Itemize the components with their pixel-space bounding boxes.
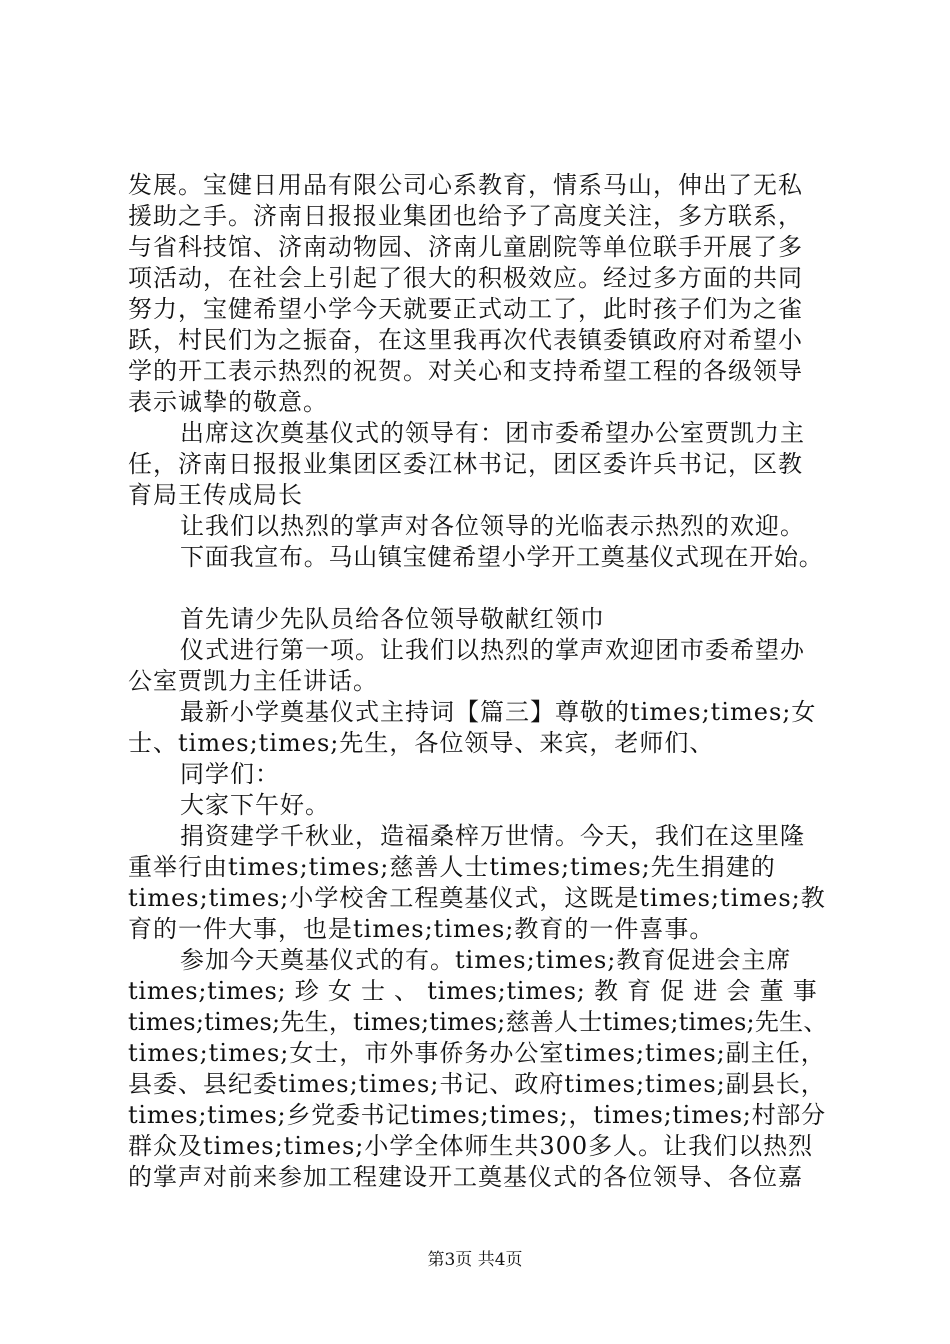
text-line: 与省科技馆、济南动物园、济南儿童剧院等单位联手开展了多 [128, 233, 803, 261]
text-line: 出席这次奠基仪式的领导有：团市委希望办公室贾凯力主 [180, 419, 805, 447]
text-line: times;times;女士，市外事侨务办公室times;times;副主任， [128, 1039, 826, 1067]
text-line: 大家下午好。 [180, 791, 330, 819]
text-line: times;times; 珍 女 士 、 times;times; 教 育 促 进 会 董 事 [128, 977, 818, 1005]
text-line: 参加今天奠基仪式的有。times;times;教育促进会主席 [180, 946, 792, 974]
text-line: 下面我宣布。马山镇宝健希望小学开工奠基仪式现在开始。 [180, 543, 824, 571]
text-line: 同学们： [180, 760, 280, 788]
text-line: 育的一件大事，也是times;times;教育的一件喜事。 [128, 915, 715, 943]
text-line: 仪式进行第一项。让我们以热烈的掌声欢迎团市委希望办 [180, 636, 805, 664]
text-line: 捐资建学千秋业，造福桑梓万世情。今天，我们在这里隆 [180, 822, 805, 850]
text-line: 发展。宝健日用品有限公司心系教育，情系马山，伸出了无私 [128, 171, 803, 199]
text-line: 的掌声对前来参加工程建设开工奠基仪式的各位领导、各位嘉 [128, 1163, 803, 1191]
text-line: 群众及times;times;小学全体师生共300多人。让我们以热烈 [128, 1132, 814, 1160]
blank-line [128, 573, 828, 604]
text-line: 让我们以热烈的掌声对各位领导的光临表示热烈的欢迎。 [180, 512, 805, 540]
text-line: times;times;先生，times;times;慈善人士times;times;先生、 [128, 1008, 828, 1036]
text-line: times;times;乡党委书记times;times;，times;times;村部分 [128, 1101, 826, 1129]
document-body [128, 170, 828, 1193]
text-line: times;times;小学校舍工程奠基仪式，这既是times;times;教 [128, 884, 826, 912]
text-line: 重举行由times;times;慈善人士times;times;先生捐建的 [128, 853, 776, 881]
text-line: 学的开工表示热烈的祝贺。对关心和支持希望工程的各级领导 [128, 357, 803, 385]
text-line: 最新小学奠基仪式主持词【篇三】尊敬的times;times;女 [180, 698, 817, 726]
text-line: 任，济南日报报业集团区委江林书记，团区委许兵书记，区教 [128, 450, 803, 478]
text-line: 县委、县纪委times;times;书记、政府times;times;副县长， [128, 1070, 826, 1098]
text-line: 项活动，在社会上引起了很大的积极效应。经过多方面的共同 [128, 264, 803, 292]
text-line: 公室贾凯力主任讲话。 [128, 667, 378, 695]
text-line: 跃，村民们为之振奋，在这里我再次代表镇委镇政府对希望小 [128, 326, 803, 354]
text-line: 援助之手。济南日报报业集团也给予了高度关注，多方联系， [128, 202, 803, 230]
text-line: 表示诚挚的敬意。 [128, 388, 328, 416]
text-line: 育局王传成局长 [128, 481, 303, 509]
text-line: 士、times;times;先生，各位领导、来宾，老师们、 [128, 729, 715, 757]
text-line: 首先请少先队员给各位领导敬献红领巾 [180, 605, 605, 633]
page-footer: 第3页 共4页 [427, 1250, 523, 1270]
text-line: 努力，宝健希望小学今天就要正式动工了，此时孩子们为之雀 [128, 295, 803, 323]
